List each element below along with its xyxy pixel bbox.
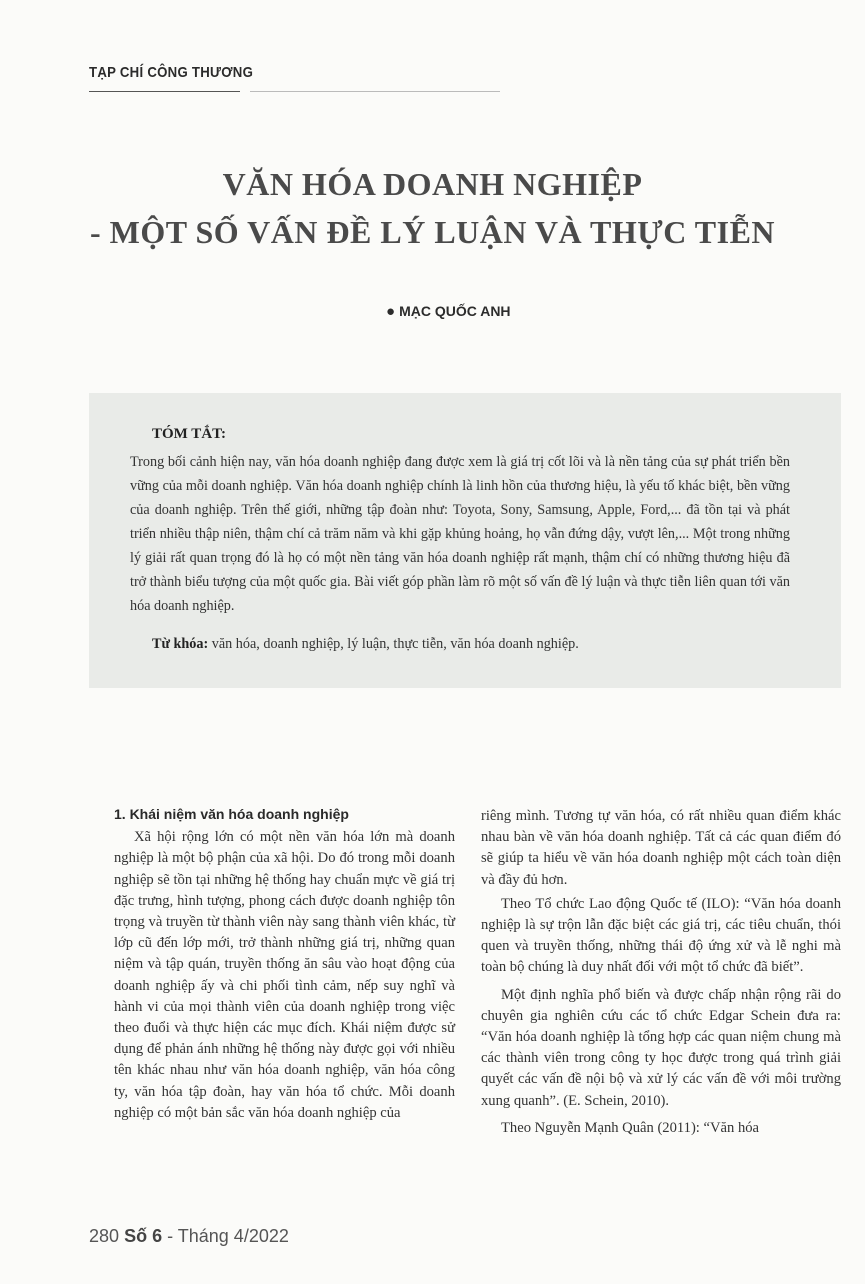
body-column-left — [114, 804, 455, 1124]
body-paragraph: Xã hội rộng lớn có một nền văn hóa lớn mà doanh nghiệp là một bộ phận của xã hội. Do đó trong mỗi doanh nghiệp sẽ tồn tại những hệ thống hay chuẩn mực về giá trị đặc trưng, hình tượng, phong cách được doanh nghiệp tôn trọng và truyền từ thành viên này sang thành viên khác, từ lớp cũ đến lớp mới, trở thành những giá trị, những quan niệm và tập quán, truyền thống ăn sâu vào hoạt động của doanh nghiệp ấy và chi phối tình cảm, nếp suy nghĩ và hành vi của mọi thành viên của doanh nghiệp trong việc theo đuổi và thực hiện các mục đích. Khái niệm được sử dụng để phản ánh những hệ thống này được gọi với nhiều tên khác nhau như văn hóa doanh nghiệp, văn hóa công ty, văn hóa tập đoàn, hay văn hóa tổ chức. Mỗi doanh nghiệp có một bản sắc văn hóa doanh nghiệp của — [114, 829, 455, 1121]
body-paragraph: Một định nghĩa phổ biến và được chấp nhận rộng rãi do chuyên gia nghiên cứu các tổ chức Edgar Schein đưa ra: “Văn hóa doanh nghiệp là tổng hợp các quan niệm chung mà các thành viên trong công ty học được trong quá trình giải quyết các vấn đề nội bộ và xử lý các vấn đề với môi trường xung quanh”. (E. Schein, 2010). — [481, 986, 841, 1109]
issue-date: - Tháng 4/2022 — [167, 1226, 289, 1246]
issue-number: Số 6 — [124, 1226, 163, 1246]
title-line-1: VĂN HÓA DOANH NGHIỆP — [222, 166, 643, 202]
body-paragraph: Theo Tổ chức Lao động Quốc tế (ILO): “Văn hóa doanh nghiệp là sự trộn lẫn đặc biệt các giá trị, các tiêu chuẩn, thói quen và truyền thống, những thái độ ứng xử và lễ nghi mà toàn bộ chúng là duy nhất đối với một tổ chức đã biết”. — [481, 895, 841, 976]
body-paragraph: riêng mình. Tương tự văn hóa, có rất nhiều quan điểm khác nhau bàn về văn hóa doanh nghiệp. Tất cả các quan điểm đó sẽ giúp ta hiểu về văn hóa doanh nghiệp một cách toàn diện và đầy đủ hơn. — [481, 808, 841, 888]
title-line-2: - MỘT SỐ VẤN ĐỀ LÝ LUẬN VÀ THỰC TIỄN — [89, 214, 776, 250]
abstract-heading: TÓM TẮT: — [152, 426, 227, 442]
section-heading: 1. Khái niệm văn hóa doanh nghiệp — [114, 806, 349, 822]
author-name: MẠC QUỐC ANH — [399, 303, 511, 319]
body-paragraph: Theo Nguyễn Mạnh Quân (2011): “Văn hóa — [501, 1119, 760, 1136]
author-bullet-icon: ● — [386, 303, 396, 320]
page-footer — [89, 1226, 289, 1247]
header-rule-faint — [250, 91, 500, 92]
abstract-keywords — [152, 636, 792, 653]
keywords-label: Từ khóa: — [152, 636, 209, 652]
abstract-text: Trong bối cảnh hiện nay, văn hóa doanh nghiệp đang được xem là giá trị cốt lõi và là nền tảng của sự phát triển bền vững của mỗi doanh nghiệp. Văn hóa doanh nghiệp chính là linh hồn của thương hiệu, là yếu tố khác biệt, bền vững của doanh nghiệp. Trên thế giới, những tập đoàn như: Toyota, Sony, Samsung, Apple, Ford,... đã tồn tại và phát triển nhiều thập niên, thậm chí cả trăm năm và khi gặp khủng hoảng, họ vẫn đứng dậy, vượt lên,... Một trong những lý giải rất quan trọng đó là họ có một nền tảng văn hóa doanh nghiệp rất mạnh, thậm chí có những thương hiệu đã trở thành biểu tượng của một quốc gia. Bài viết góp phần làm rõ một số vấn đề lý luận và thực tiễn liên quan tới văn hóa doanh nghiệp. — [130, 454, 790, 614]
author-byline — [386, 303, 511, 320]
body-column-right — [481, 806, 841, 1139]
header-rule — [89, 91, 240, 92]
journal-name: TẠP CHÍ CÔNG THƯƠNG — [89, 64, 254, 81]
page-number: 280 — [89, 1226, 120, 1246]
keywords-list: văn hóa, doanh nghiệp, lý luận, thực tiễn, văn hóa doanh nghiệp. — [208, 636, 579, 652]
article-title — [0, 160, 865, 256]
